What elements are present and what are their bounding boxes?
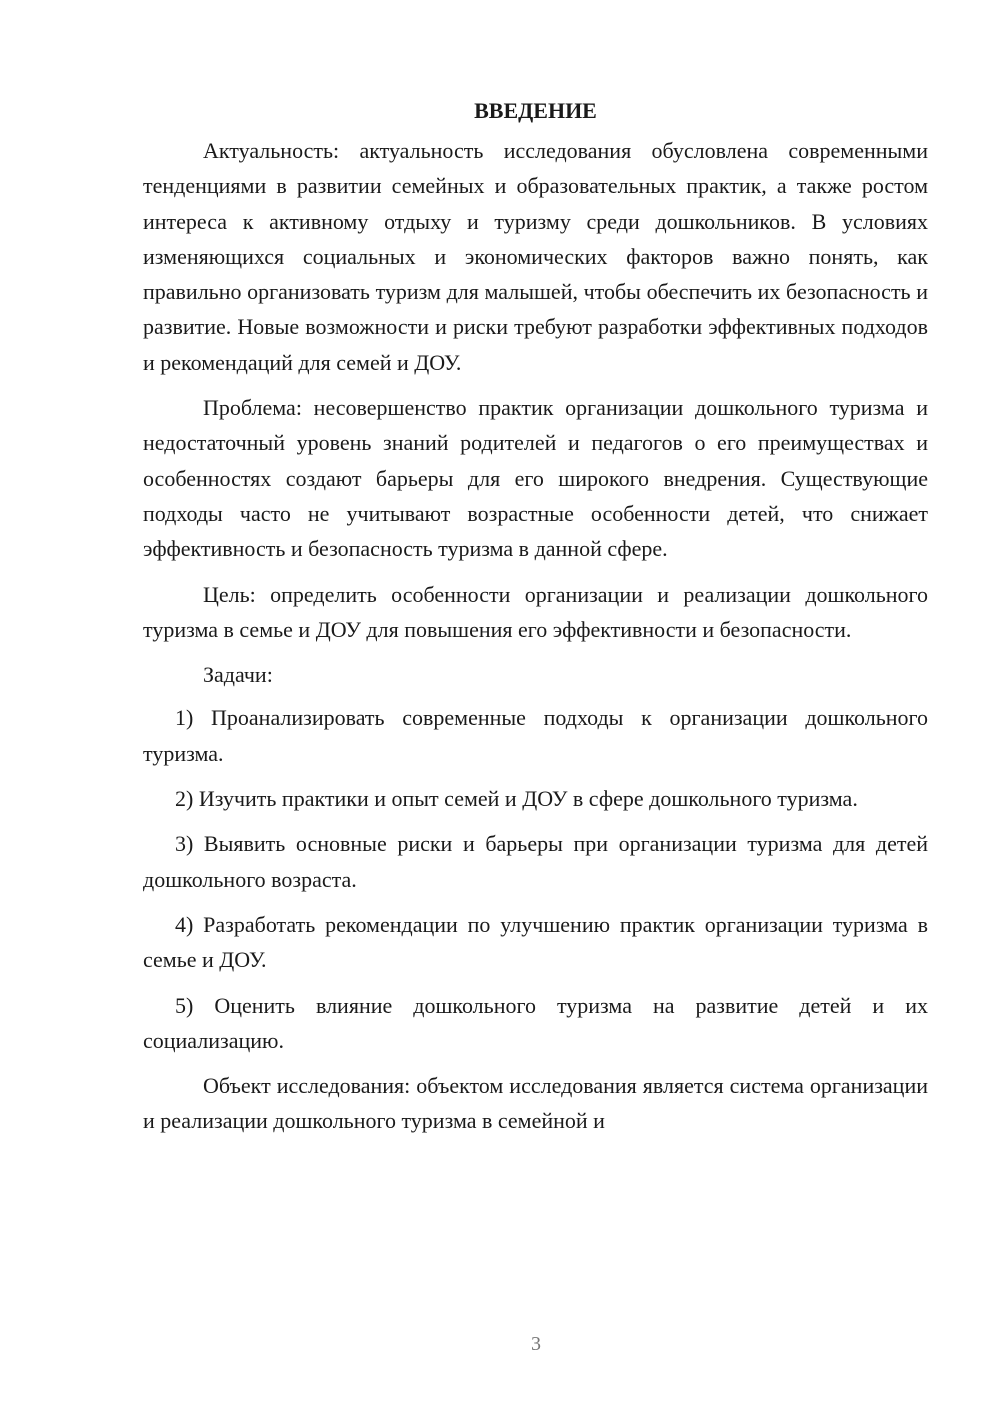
list-item: 5) Оценить влияние дошкольного туризма на развитие детей и их социализацию. [143, 992, 928, 1053]
document-page [143, 95, 928, 1149]
tasks-list [143, 700, 928, 1058]
list-item: 2) Изучить практики и опыт семей и ДОУ в сфере дошкольного туризма. [175, 786, 858, 812]
tasks-label: Задачи: [203, 662, 273, 688]
paragraph-problem: Проблема: несовершенство практик организации дошкольного туризма и недостаточный уровень знаний родителей и педагогов о его преимуществах и особенностях создают барьеры для его широкого внедрения. Существующие подходы часто не учитывают возрастные особенности детей, что снижает эффективность и безопасность туризма в данной сфере. [143, 395, 928, 562]
list-item: 1) Проанализировать современные подходы к организации дошкольного туризма. [143, 705, 928, 766]
paragraph-relevance: Актуальность: актуальность исследования обусловлена современными тенденциями в развитии семейных и образовательных практик, а также ростом интереса к активному отдыху и туризму среди дошкольников. В условиях изменяющихся социальных и экономических факторов важно понять, как правильно организовать туризм для малышей, чтобы обеспечить их безопасность и развитие. Новые возможности и риски требуют разработки эффективных подходов и рекомендаций для семей и ДОУ. [143, 138, 928, 375]
paragraph-object: Объект исследования: объектом исследования является система организации и реализации дошкольного туризма в семейной и [143, 1073, 928, 1134]
paragraph-goal: Цель: определить особенности организации и реализации дошкольного туризма в семье и ДОУ для повышения его эффективности и безопасности. [143, 581, 928, 642]
list-item: 4) Разработать рекомендации по улучшению практик организации туризма в семье и ДОУ. [143, 911, 928, 973]
page-title: ВВЕДЕНИЕ [474, 98, 597, 123]
page-number: 3 [531, 1333, 541, 1355]
list-item: 3) Выявить основные риски и барьеры при организации туризма для детей дошкольного возраста. [143, 831, 928, 892]
